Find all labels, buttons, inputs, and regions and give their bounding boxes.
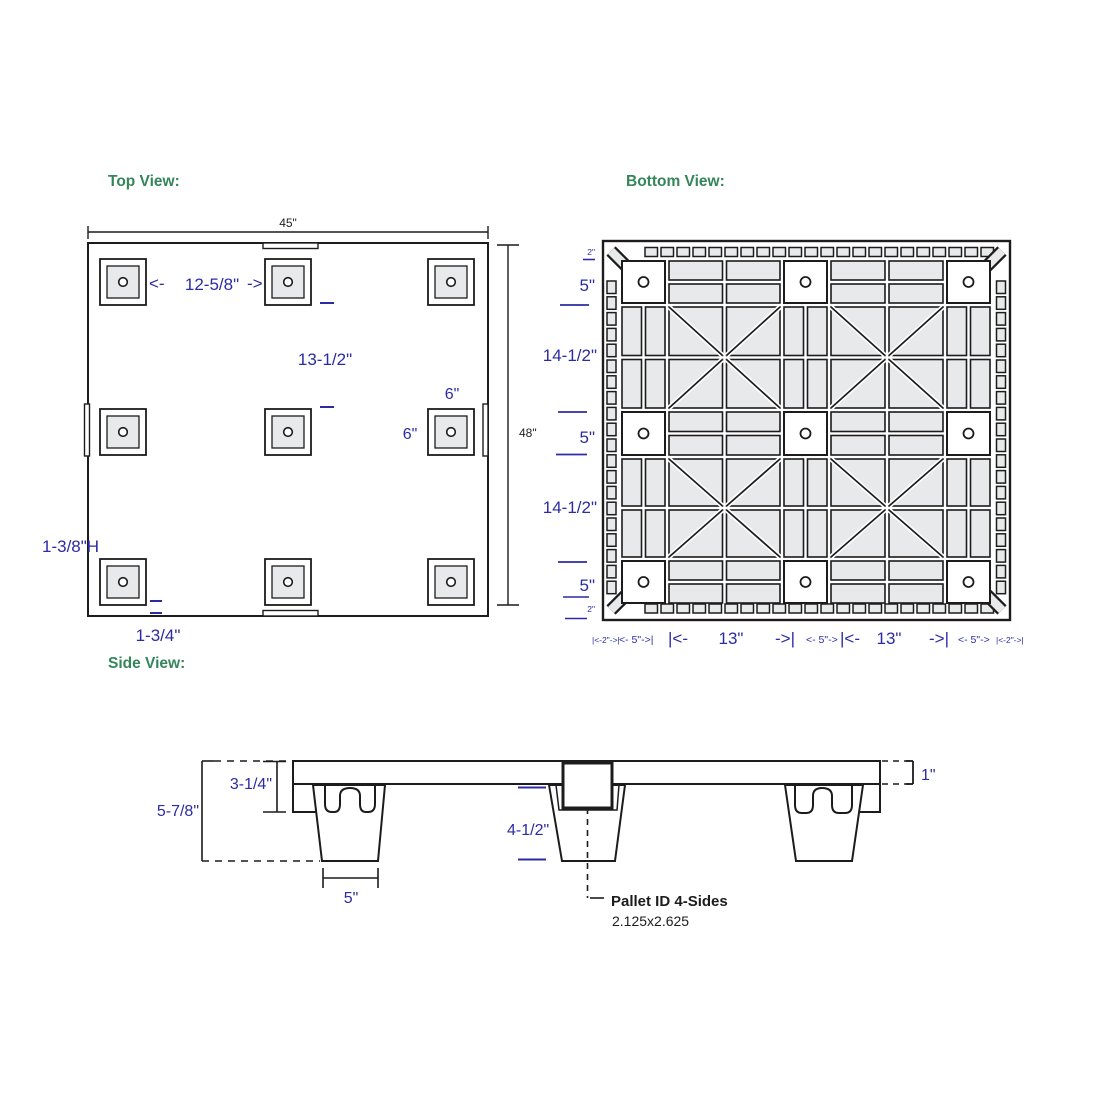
pallet-id-plate xyxy=(563,763,612,808)
bottom-view-title: Bottom View: xyxy=(626,173,725,190)
ring-tile xyxy=(997,502,1006,515)
spacing-arrow-left: <- xyxy=(149,274,165,293)
top-view-width-label: 45" xyxy=(279,216,297,230)
bv-rib-bar xyxy=(784,360,804,409)
dim-label: 5" xyxy=(579,576,595,595)
bv-rib-bar xyxy=(669,436,723,456)
ring-tile xyxy=(869,604,882,613)
ring-tile xyxy=(607,281,616,294)
ring-tile xyxy=(607,407,616,420)
bv-foot-hole xyxy=(801,277,811,287)
deck-depth-dimension xyxy=(230,761,286,812)
bv-foot-hole xyxy=(801,429,811,439)
ring-tile xyxy=(789,248,802,257)
bv-foot-hole xyxy=(639,577,649,587)
bv-rib-bar xyxy=(646,510,666,557)
dim-label: |<-2"->| xyxy=(592,635,620,645)
deck-thickness-label: 1" xyxy=(921,767,936,784)
ring-tile xyxy=(965,248,978,257)
bv-rib-bar xyxy=(947,360,967,409)
ring-tile xyxy=(933,248,946,257)
bv-rib-bar xyxy=(947,510,967,557)
ring-tile xyxy=(949,604,962,613)
dim-label: ->| xyxy=(929,629,950,648)
ring-tile xyxy=(607,581,616,594)
ring-tile xyxy=(607,423,616,436)
ring-tile xyxy=(805,248,818,257)
ring-tile xyxy=(607,328,616,341)
deck-depth-label: 3-1/4" xyxy=(229,776,272,793)
ring-tile xyxy=(607,313,616,326)
bv-foot-hole xyxy=(801,577,811,587)
bv-rib-bar xyxy=(646,459,666,506)
ring-tile xyxy=(997,376,1006,389)
dim-label: |<- xyxy=(668,629,689,648)
bv-rib-bar xyxy=(727,584,781,603)
bv-rib-bar xyxy=(646,360,666,409)
ring-tile xyxy=(901,248,914,257)
ring-tile xyxy=(607,376,616,389)
dim-label: 5" xyxy=(579,428,595,447)
top-edge-notch xyxy=(263,243,318,249)
bv-rib-bar xyxy=(889,261,943,280)
ring-tile xyxy=(869,248,882,257)
bv-rib-bar xyxy=(808,360,828,409)
ring-tile xyxy=(757,248,770,257)
ring-tile xyxy=(741,604,754,613)
ring-tile xyxy=(607,471,616,484)
ring-tile xyxy=(757,604,770,613)
ring-tile xyxy=(607,502,616,515)
ring-tile xyxy=(997,518,1006,531)
ring-tile xyxy=(607,518,616,531)
bv-rib-bar xyxy=(831,412,885,432)
bv-foot-hole xyxy=(964,429,974,439)
ring-tile xyxy=(725,248,738,257)
bottom-view xyxy=(543,173,1024,648)
dim-label: 2" xyxy=(587,247,595,257)
ring-tile xyxy=(997,281,1006,294)
ring-tile xyxy=(997,486,1006,499)
ring-tile xyxy=(709,248,722,257)
ring-tile xyxy=(997,313,1006,326)
bv-rib-bar xyxy=(808,459,828,506)
ring-tile xyxy=(997,392,1006,405)
bv-foot-hole xyxy=(964,277,974,287)
ring-tile xyxy=(741,248,754,257)
center-spacing-label: 13-1/2" xyxy=(297,350,353,369)
foot-hole xyxy=(119,428,128,437)
foot-hole xyxy=(447,278,456,287)
foot-height-dimension xyxy=(507,788,549,860)
foot-hole xyxy=(284,278,293,287)
bv-rib-bar xyxy=(889,584,943,603)
bv-rib-bar xyxy=(622,510,642,557)
foot-hole xyxy=(447,578,456,587)
top-view-title: Top View: xyxy=(108,173,180,190)
ring-tile xyxy=(725,604,738,613)
dim-label: <- 5"-> xyxy=(806,634,838,646)
ring-tile xyxy=(661,248,674,257)
ring-tile xyxy=(607,392,616,405)
foot-spacing-label: 12-5/8" xyxy=(184,275,240,294)
ring-tile xyxy=(997,439,1006,452)
bv-rib-bar xyxy=(971,510,991,557)
ring-tile xyxy=(821,604,834,613)
ring-tile xyxy=(997,360,1006,373)
ring-tile xyxy=(693,604,706,613)
dim-label: ->| xyxy=(775,629,796,648)
bv-rib-bar xyxy=(622,459,642,506)
bv-rib-bar xyxy=(622,360,642,409)
ring-tile xyxy=(885,248,898,257)
ring-tile xyxy=(997,328,1006,341)
pallet-id-label-line1: Pallet ID 4-Sides xyxy=(611,893,728,910)
spacing-arrow-right: -> xyxy=(247,274,263,293)
foot-hole xyxy=(284,578,293,587)
bv-rib-bar xyxy=(646,307,666,356)
bv-rib-bar xyxy=(831,436,885,456)
bv-rib-bar xyxy=(727,261,781,280)
bv-rib-bar xyxy=(669,584,723,603)
ring-tile xyxy=(853,604,866,613)
foot-height-side-label: 4-1/2" xyxy=(507,822,550,839)
foot-hole xyxy=(447,428,456,437)
bv-rib-bar xyxy=(727,412,781,432)
ring-tile xyxy=(837,604,850,613)
ring-tile xyxy=(997,534,1006,547)
bv-foot-hole xyxy=(639,277,649,287)
dim-label: 5" xyxy=(579,276,595,295)
top-view xyxy=(42,173,537,645)
ring-tile xyxy=(645,248,658,257)
bv-rib-bar xyxy=(669,561,723,580)
overall-height-label: 5-7/8" xyxy=(156,803,199,820)
bv-rib-bar xyxy=(947,459,967,506)
ring-tile xyxy=(997,297,1006,310)
ring-tile xyxy=(965,604,978,613)
ring-tile xyxy=(821,248,834,257)
ring-tile xyxy=(607,455,616,468)
ring-tile xyxy=(933,604,946,613)
ring-tile xyxy=(607,344,616,357)
left-edge-notch xyxy=(85,404,90,456)
bv-rib-bar xyxy=(784,510,804,557)
right-edge-notch xyxy=(483,404,488,456)
foot-height-label: 6" xyxy=(402,426,418,443)
ring-tile xyxy=(607,360,616,373)
ring-tile xyxy=(853,248,866,257)
dim-label: 14-1/2" xyxy=(542,346,597,365)
ring-tile xyxy=(607,534,616,547)
ring-tile xyxy=(805,604,818,613)
corner-offset-label: 1-3/4" xyxy=(135,626,181,645)
ring-tile xyxy=(645,604,658,613)
ring-tile xyxy=(901,604,914,613)
top-view-height-label: 48" xyxy=(519,426,537,440)
foot-hole xyxy=(284,428,293,437)
bv-rib-bar xyxy=(622,307,642,356)
ring-tile xyxy=(997,565,1006,578)
ring-tile xyxy=(661,604,674,613)
dim-label: 13" xyxy=(718,629,744,648)
bv-rib-bar xyxy=(784,459,804,506)
dim-label: |<- xyxy=(840,629,861,648)
dim-label: 14-1/2" xyxy=(542,498,597,517)
ring-tile xyxy=(677,248,690,257)
bv-rib-bar xyxy=(784,307,804,356)
ring-tile xyxy=(607,486,616,499)
ring-tile xyxy=(997,581,1006,594)
side-view xyxy=(108,655,936,929)
ring-tile xyxy=(773,248,786,257)
bv-rib-bar xyxy=(831,284,885,303)
top-view-height-dimension xyxy=(497,245,537,605)
ring-tile xyxy=(837,248,850,257)
bv-rib-bar xyxy=(727,561,781,580)
bv-rib-bar xyxy=(831,261,885,280)
pallet-id-label-line2: 2.125x2.625 xyxy=(612,913,690,929)
foot-hole xyxy=(119,278,128,287)
dim-label: 13" xyxy=(876,629,902,648)
bv-rib-bar xyxy=(889,561,943,580)
bottom-edge-notch xyxy=(263,611,318,617)
bv-rib-bar xyxy=(808,510,828,557)
foot-bottom-width-label: 5" xyxy=(343,890,359,907)
ring-tile xyxy=(917,248,930,257)
dim-label: <- 5"-> xyxy=(958,634,990,646)
foot-width-label: 6" xyxy=(444,386,460,403)
bv-rib-bar xyxy=(669,261,723,280)
deck-thickness-dimension xyxy=(882,761,936,784)
bv-rib-bar xyxy=(947,307,967,356)
top-view-width-dimension xyxy=(88,216,488,239)
bv-rib-bar xyxy=(889,412,943,432)
ring-tile xyxy=(885,604,898,613)
bv-rib-bar xyxy=(971,459,991,506)
bv-rib-bar xyxy=(831,584,885,603)
foot-hole xyxy=(119,578,128,587)
ring-tile xyxy=(997,423,1006,436)
bv-rib-bar xyxy=(727,284,781,303)
ring-tile xyxy=(693,248,706,257)
ring-tile xyxy=(789,604,802,613)
foot-bottom-width-dimension xyxy=(323,868,378,907)
dim-label: |<-2"->| xyxy=(996,635,1024,645)
bv-rib-bar xyxy=(889,284,943,303)
ring-tile xyxy=(917,604,930,613)
ring-tile xyxy=(773,604,786,613)
ring-tile xyxy=(607,439,616,452)
bottom-view-bottom-dimensions xyxy=(592,629,1024,648)
bv-rib-bar xyxy=(669,412,723,432)
bv-rib-bar xyxy=(889,436,943,456)
ring-tile xyxy=(997,471,1006,484)
ring-tile xyxy=(677,604,690,613)
bottom-view-left-dimensions xyxy=(543,247,597,619)
bv-rib-bar xyxy=(971,360,991,409)
ring-tile xyxy=(607,297,616,310)
ring-tile xyxy=(997,407,1006,420)
side-view-title: Side View: xyxy=(108,655,186,672)
dim-label: 2" xyxy=(587,604,595,614)
bv-rib-bar xyxy=(669,284,723,303)
ring-tile xyxy=(997,550,1006,563)
bv-foot-hole xyxy=(639,429,649,439)
dim-label: <- 5"->| xyxy=(619,634,654,646)
bv-rib-bar xyxy=(808,307,828,356)
ring-tile xyxy=(997,344,1006,357)
ring-tile xyxy=(949,248,962,257)
bv-rib-bar xyxy=(727,436,781,456)
bv-foot-hole xyxy=(964,577,974,587)
bv-rib-bar xyxy=(971,307,991,356)
bv-rib-bar xyxy=(831,561,885,580)
lip-height-label: 1-3/8"H xyxy=(42,537,100,556)
ring-tile xyxy=(607,550,616,563)
ring-tile xyxy=(997,455,1006,468)
ring-tile xyxy=(607,565,616,578)
ring-tile xyxy=(709,604,722,613)
